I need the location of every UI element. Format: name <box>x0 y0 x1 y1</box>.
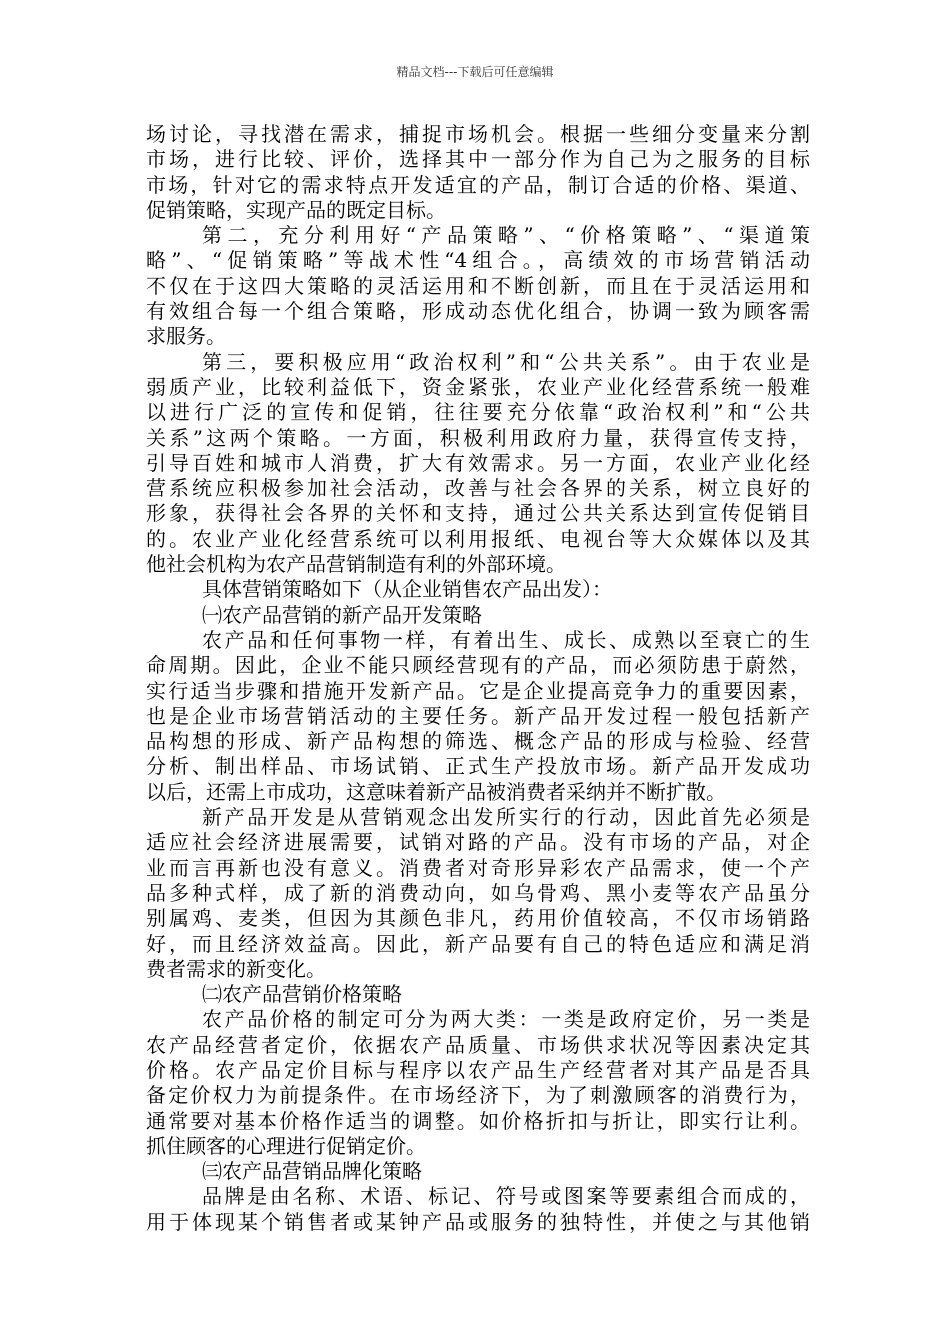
text-line: 以进行广泛的宣传和促销，往往要充分依靠“政治权利”和“公共 <box>146 400 810 425</box>
text-line: ㈡农产品营销价格策略 <box>202 982 402 1007</box>
text-line: 通常要对基本价格作适当的调整。如价格折扣与折让，即实行让利。 <box>146 1108 810 1133</box>
text-line: 具体营销策略如下（从企业销售农产品出发）： <box>202 577 612 602</box>
text-line: 好，而且经济效益高。因此，新产品要有自己的特色适应和满足消 <box>146 931 810 956</box>
text-line: 促销策略，实现产品的既定目标。 <box>146 197 446 222</box>
text-line: 营系统应积极参加社会活动，改善与社会各界的关系，树立良好的 <box>146 476 810 501</box>
text-line: 第二，充分利用好“产品策略”、“价格策略”、“渠道策 <box>202 223 810 248</box>
text-line: 命周期。因此，企业不能只顾经营现有的产品，而必须防患于蔚然， <box>146 653 810 678</box>
text-line: 也是企业市场营销活动的主要任务。新产品开发过程一般包括新产 <box>146 703 810 728</box>
text-line: 有效组合每一个组合策略，形成动态优化组合，协调一致为顾客需 <box>146 299 810 324</box>
text-line: 市场，针对它的需求特点开发适宜的产品，制订合适的价格、渠道、 <box>146 172 810 197</box>
text-line: 市场，进行比较、评价，选择其中一部分作为自己为之服务的目标 <box>146 147 810 172</box>
text-line: 价格。农产品定价目标与程序以农产品生产经营者对其产品是否具 <box>146 1057 810 1082</box>
text-line: ㈠农产品营销的新产品开发策略 <box>202 602 482 627</box>
text-line: 农产品价格的制定可分为两大类：一类是政府定价，另一类是 <box>202 1007 810 1032</box>
text-line: 费者需求的新变化。 <box>146 956 326 981</box>
text-line: 品多种式样，成了新的消费动向，如乌骨鸡、黑小麦等农产品虽分 <box>146 880 810 905</box>
text-line: 形象，获得社会各界的关怀和支持，通过公共关系达到宣传促销目 <box>146 501 810 526</box>
text-line: 分析、制出样品、市场试销、正式生产投放市场。新产品开发成功 <box>146 754 810 779</box>
text-line: 备定价权力为前提条件。在市场经济下，为了刺激顾客的消费行为， <box>146 1083 810 1108</box>
text-line: 以后，还需上市成功，这意味着新产品被消费者采纳并不断扩散。 <box>146 779 726 804</box>
text-line: 用于体现某个销售者或某钟产品或服务的独特性，并使之与其他销 <box>146 1209 810 1234</box>
page-header: 精品文档---下载后可任意编辑 <box>396 65 554 79</box>
text-line: 不仅在于这四大策略的灵活运用和不断创新，而且在于灵活运用和 <box>146 273 810 298</box>
text-line: 求服务。 <box>146 324 226 349</box>
text-line: 弱质产业，比较利益低下，资金紧张，农业产业化经营系统一般难 <box>146 374 810 399</box>
text-line: 第三，要积极应用“政治权利”和“公共关系”。由于农业是 <box>202 349 810 374</box>
text-line: 新产品开发是从营销观念出发所实行的行动，因此首先必须是 <box>202 805 810 830</box>
text-line: 别属鸡、麦类，但因为其颜色非凡，药用价值较高，不仅市场销路 <box>146 906 810 931</box>
text-line: 关系”这两个策略。一方面，积极利用政府力量，获得宣传支持， <box>146 425 810 450</box>
text-line: 场讨论，寻找潜在需求，捕捉市场机会。根据一些细分变量来分割 <box>146 122 810 146</box>
text-line: 的。农业产业化经营系统可以利用报纸、电视台等大众媒体以及其 <box>146 526 810 551</box>
text-line: 略”、“促销策略”等战术性“4组合。，高绩效的市场营销活动 <box>146 248 810 273</box>
text-line: 抓住顾客的心理进行促销定价。 <box>146 1133 426 1158</box>
text-line: 他社会机构为农产品营销制造有利的外部环境。 <box>146 552 566 577</box>
text-line: 农产品经营者定价，依据农产品质量、市场供求状况等因素决定其 <box>146 1032 810 1057</box>
text-line: 品构想的形成、新产品构想的筛选、概念产品的形成与检验、经营 <box>146 729 810 754</box>
text-line: 品牌是由名称、术语、标记、符号或图案等要素组合而成的， <box>202 1184 810 1209</box>
text-line: 农产品和任何事物一样，有着出生、成长、成熟以至衰亡的生 <box>202 627 810 652</box>
text-line: 业而言再新也没有意义。消费者对奇形异彩农产品需求，使一个产 <box>146 855 810 880</box>
text-line: 适应社会经济进展需要，试销对路的产品。没有市场的产品，对企 <box>146 830 810 855</box>
text-line: ㈢农产品营销品牌化策略 <box>202 1159 422 1184</box>
text-line: 引导百姓和城市人消费，扩大有效需求。另一方面，农业产业化经 <box>146 450 810 475</box>
document-body <box>146 122 810 1235</box>
text-line: 实行适当步骤和措施开发新产品。它是企业提高竞争力的重要因素， <box>146 678 810 703</box>
